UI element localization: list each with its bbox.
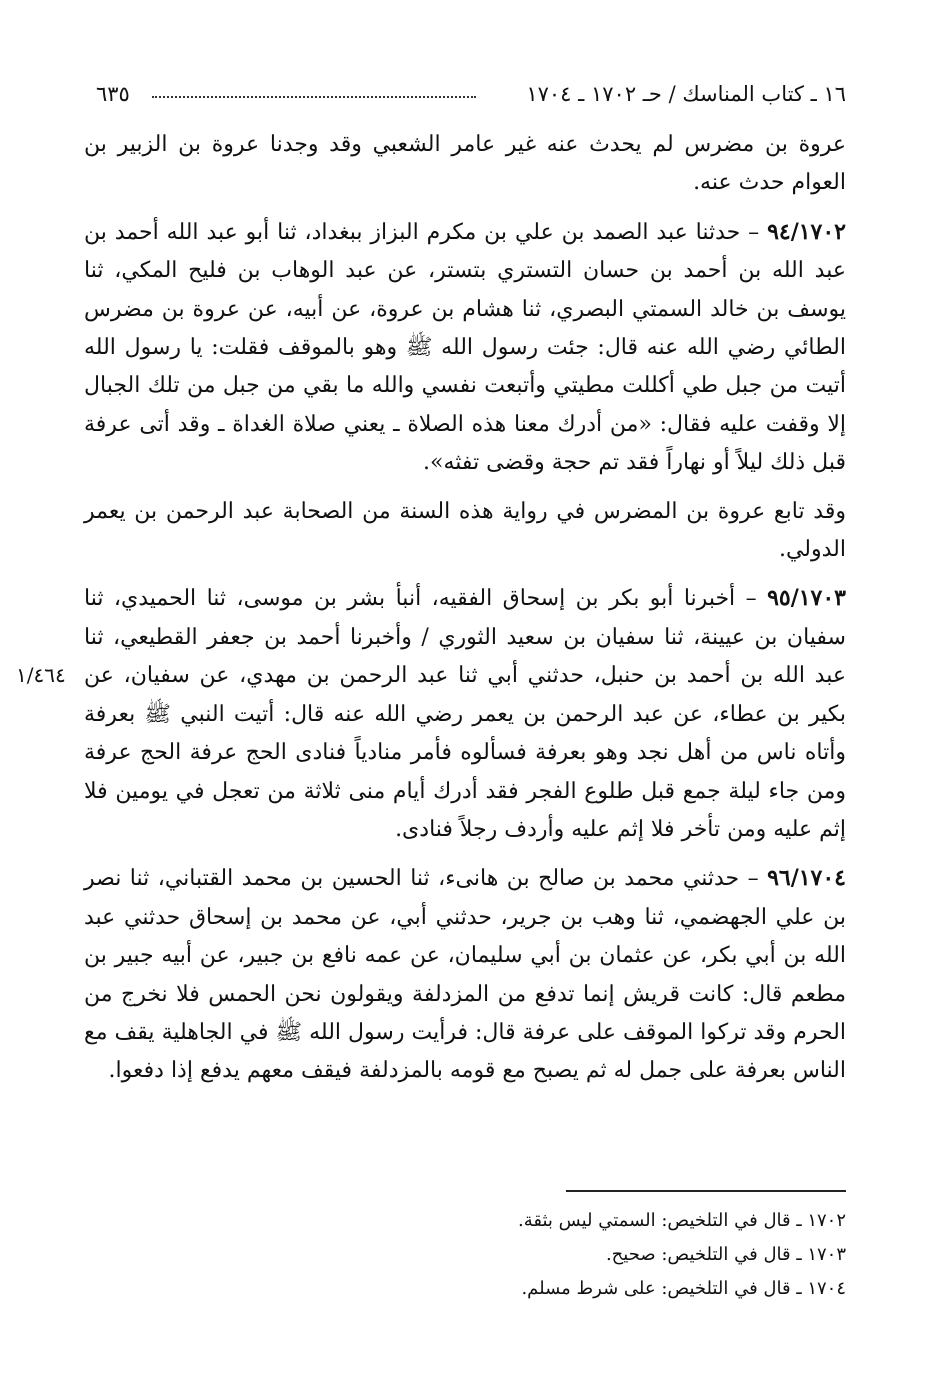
- paragraph-continuation: [84, 126, 846, 203]
- main-text: [84, 126, 846, 1091]
- footnote-1702: ١٧٠٢ ـ قال في التلخيص: السمتي ليس بثقة.: [518, 1210, 846, 1231]
- page-number: ٦٣٥: [96, 82, 130, 106]
- footnote-separator: [566, 1190, 846, 1192]
- margin-reference: ١/٤٦٤: [16, 663, 66, 687]
- running-header: [96, 76, 846, 112]
- chapter-title: ١٦ ـ كتاب المناسك / حـ ١٧٠٢ ـ ١٧٠٤: [526, 82, 846, 106]
- footnote-1703: ١٧٠٣ ـ قال في التلخيص: صحيح.: [605, 1244, 846, 1265]
- paragraph-text: وقد تابع عروة بن المضرس في رواية هذه السنة من الصحابة عبد الرحمن بن يعمر الدولي.: [84, 498, 846, 563]
- hadith-1703: [84, 579, 846, 849]
- hadith-number: ٩٦/١٧٠٤: [767, 865, 846, 892]
- hadith-text: – حدثنا عبد الصمد بن علي بن مكرم البزاز ببغداد، ثنا أبو عبد الله أحمد بن عبد الله بن أحمد بن حسان التستري بتستر، عن عبد الوهاب بن فليح المكي، ثنا يوسف بن خالد السمتي البصري، ثنا هشام بن عروة، عن أبيه، عن عروة بن مضرس الطائي رضي الله عنه قال: جئت رسول الله ﷺ وهو بالموقف فقلت: يا رسول الله أتيت من جبل طي أكللت مطيتي وأتبعت نفسي والله ما بقي من جبل من تلك الجبال إلا وقفت عليه فقال: «من أدرك معنا هذه الصلاة ـ يعني صلاة الغداة ـ وقد أتى عرفة قبل ذلك ليلاً أو نهاراً فقد تم حجة وقضى تفثه».: [84, 219, 846, 476]
- hadith-number: ٩٤/١٧٠٢: [767, 218, 846, 245]
- paragraph-text: عروة بن مضرس لم يحدث عنه غير عامر الشعبي وقد وجدنا عروة بن الزبير بن العوام حدث عنه.: [84, 132, 846, 196]
- footnotes: [96, 1204, 846, 1306]
- leader-dots: [152, 96, 476, 98]
- hadith-text: – أخبرنا أبو بكر بن إسحاق الفقيه، أنبأ بشر بن موسى، ثنا الحميدي، ثنا سفيان بن عيينة، ثنا سفيان بن سعيد الثوري / وأخبرنا أحمد بن جعفر القطيعي، ثنا عبد الله بن أحمد بن حنبل، حدثني أبي ثنا عبد الرحمن بن مهدي، عن سفيان، عن بكير بن عطاء، عن عبد الرحمن بن يعمر رضي الله عنه قال: أتيت النبي ﷺ بعرفة وأتاه ناس من أهل نجد وهو بعرفة فسألوه فأمر منادياً فنادى الحج عرفة الحج عرفة ومن جاء ليلة جمع قبل طلوع الفجر فقد أدرك أيام منى ثلاثة من تعجل في يومين فلا إثم عليه ومن تأخر فلا إثم عليه وأردف رجلاً فنادى.: [84, 586, 846, 842]
- footnote-1704: ١٧٠٤ ـ قال في التلخيص: على شرط مسلم.: [521, 1278, 846, 1299]
- hadith-1704: [84, 859, 846, 1090]
- hadith-1702: [84, 213, 846, 483]
- hadith-number: ٩٥/١٧٠٣: [767, 585, 846, 612]
- hadith-text: – حدثني محمد بن صالح بن هانىء، ثنا الحسين بن محمد القتباني، ثنا نصر بن علي الجهضمي، ثنا وهب بن جرير، حدثني أبي، عن محمد بن إسحاق حدثني عبد الله بن أبي بكر، عن عثمان بن أبي سليمان، عن عمه نافع بن جبير، عن أبيه جبير بن مطعم قال: كانت قريش إنما تدفع من المزدلفة ويقولون نحن الحمس فلا نخرج من الحرم وقد تركوا الموقف على عرفة قال: فرأيت رسول الله ﷺ في الجاهلية يقف مع الناس بعرفة على جمل له ثم يصبح مع قومه بالمزدلفة فيقف معهم يدفع إذا دفعوا.: [84, 866, 846, 1084]
- commentary-paragraph: [84, 493, 846, 570]
